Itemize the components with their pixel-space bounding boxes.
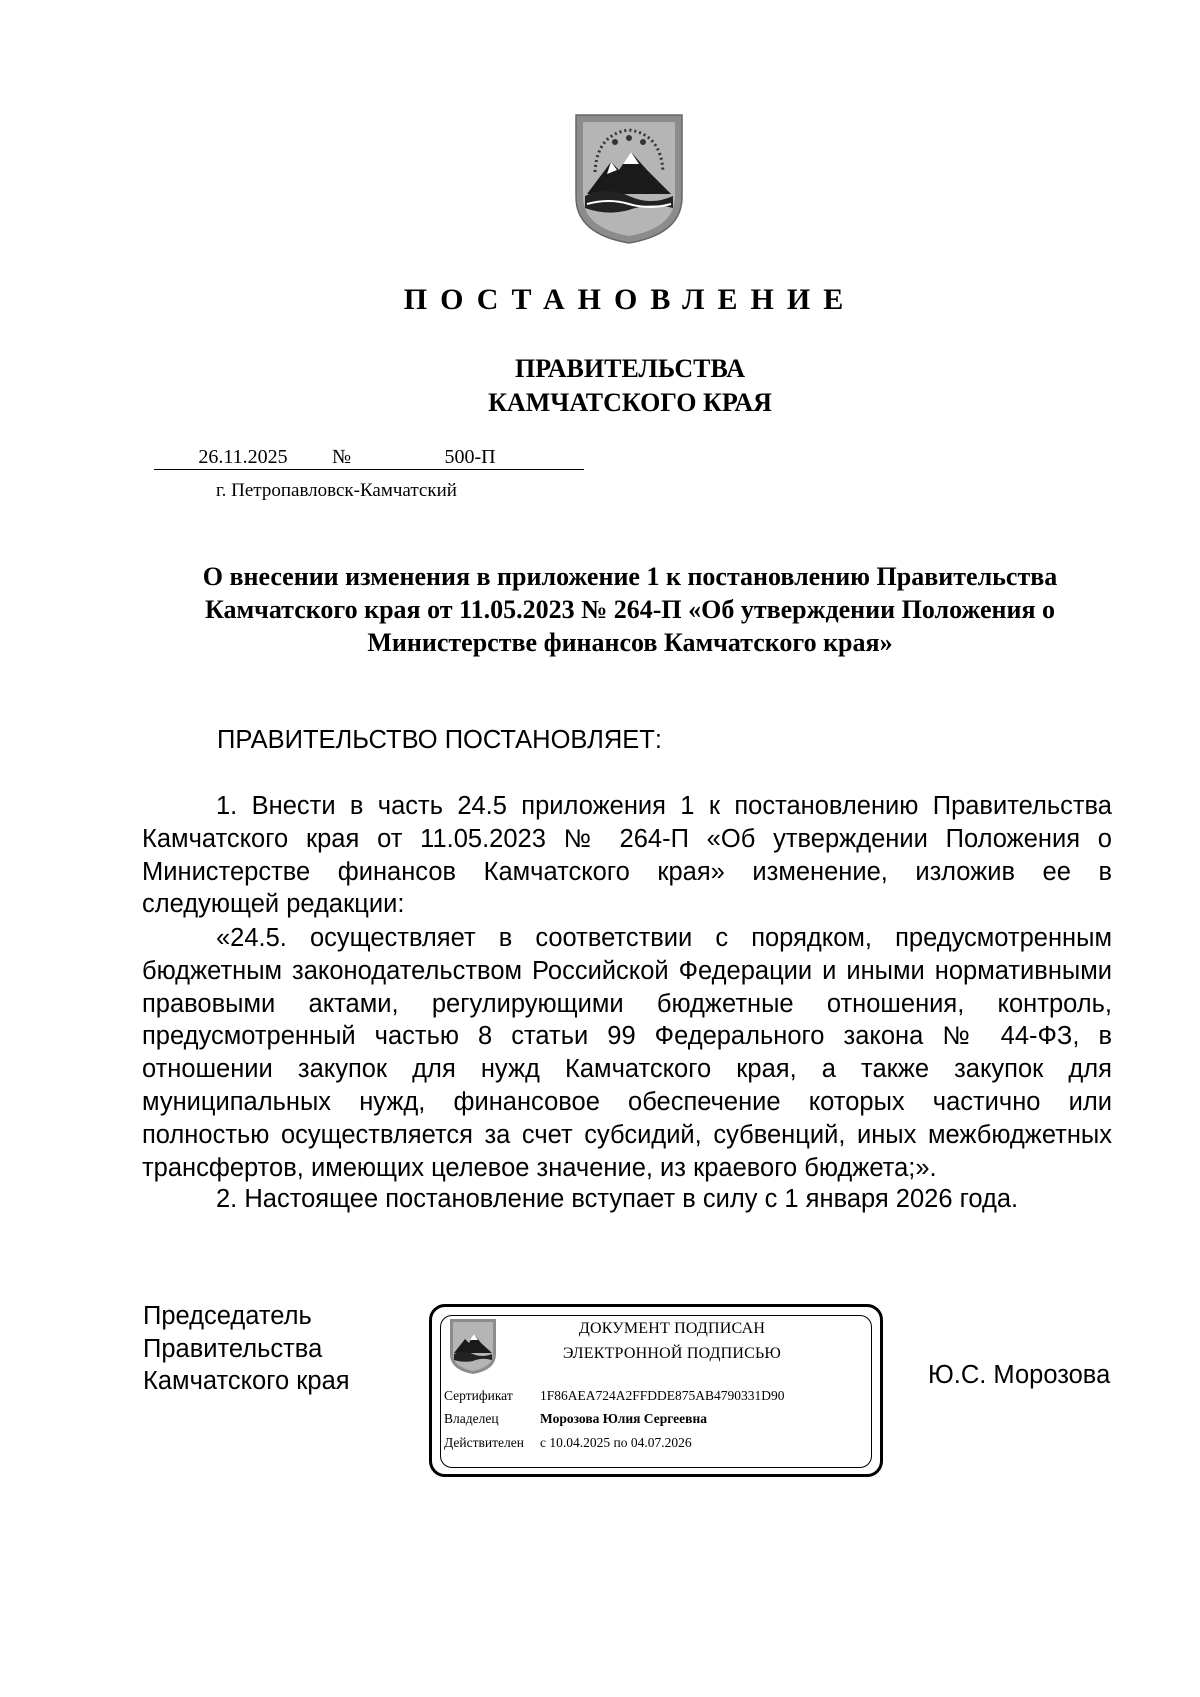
document-number: 500-П xyxy=(356,445,584,470)
item-2: 2. Настоящее постановление вступает в силу с 1 января 2026 года. xyxy=(216,1185,1019,1213)
document-subject xyxy=(150,560,1110,659)
city: г. Петропавловск-Камчатский xyxy=(216,480,457,501)
owner-value: Морозова Юлия Сергеевна xyxy=(540,1411,707,1426)
coat-of-arms-icon xyxy=(573,112,685,246)
item-1: 1. Внести в часть 24.5 приложения 1 к постановлению Правительства Камчатского края от 11.05.2023 № 264-П «Об утверждении Положения о Министерстве финансов Камчатского края» изменение, изложив ее в следующей редакции: xyxy=(142,792,1112,919)
issuer-line-2: КАМЧАТСКОГО КРАЯ xyxy=(488,388,772,417)
stamp-certificate-row xyxy=(444,1388,785,1404)
item-1-quote: «24.5. осуществляет в соответствии с порядком, предусмотренным бюджетным законодательством Российской Федерации и иными нормативными правовыми актами, регулирующими бюджетные отношения, контроль, предусмотренный частью 8 статьи 99 Федерального закона № 44-ФЗ, в отношении закупок для нужд Камчатского края, а также закупок для муниципальных нужд, финансовое обеспечение которых частично или полностью осуществляется за счет субсидий, субвенций, иных межбюджетных трансфертов, имеющих целевое значение, из краевого бюджета;». xyxy=(142,924,1112,1182)
stamp-validity-row xyxy=(444,1435,692,1451)
subject-line-3: Министерстве финансов Камчатского края» xyxy=(367,628,893,657)
electronic-signature-stamp xyxy=(429,1304,883,1477)
subject-line-2: Камчатского края от 11.05.2023 № 264-П «Об утверждении Положения о xyxy=(204,595,1056,624)
decree-heading: ПРАВИТЕЛЬСТВО ПОСТАНОВЛЯЕТ: xyxy=(217,726,662,754)
signatory-title xyxy=(143,1300,350,1398)
owner-label: Владелец xyxy=(444,1411,499,1426)
stamp-owner-row xyxy=(444,1411,707,1427)
signatory-name: Ю.С. Морозова xyxy=(928,1361,1111,1389)
certificate-label: Сертификат xyxy=(444,1388,513,1403)
certificate-value: 1F86AEA724A2FFDDE875AB4790331D90 xyxy=(540,1388,785,1403)
stamp-heading-1: ДОКУМЕНТ ПОДПИСАН xyxy=(578,1320,766,1337)
date-number-line xyxy=(154,445,584,471)
signatory-title-line-2: Правительства xyxy=(143,1334,323,1363)
document-type-title: ПОСТАНОВЛЕНИЕ xyxy=(403,283,857,316)
stamp-coat-of-arms-icon xyxy=(448,1317,498,1375)
validity-label: Действителен xyxy=(444,1435,524,1450)
number-sign: № xyxy=(332,445,362,470)
signatory-title-line-1: Председатель xyxy=(143,1302,312,1330)
document-date: 26.11.2025 xyxy=(154,445,332,470)
issuer-line-1: ПРАВИТЕЛЬСТВА xyxy=(515,354,745,383)
signatory-title-line-3: Камчатского края xyxy=(143,1367,350,1395)
stamp-heading-2: ЭЛЕКТРОННОЙ ПОДПИСЬЮ xyxy=(562,1345,782,1362)
subject-line-1: О внесении изменения в приложение 1 к постановлению Правительства xyxy=(202,562,1058,591)
validity-value: с 10.04.2025 по 04.07.2026 xyxy=(540,1435,692,1450)
